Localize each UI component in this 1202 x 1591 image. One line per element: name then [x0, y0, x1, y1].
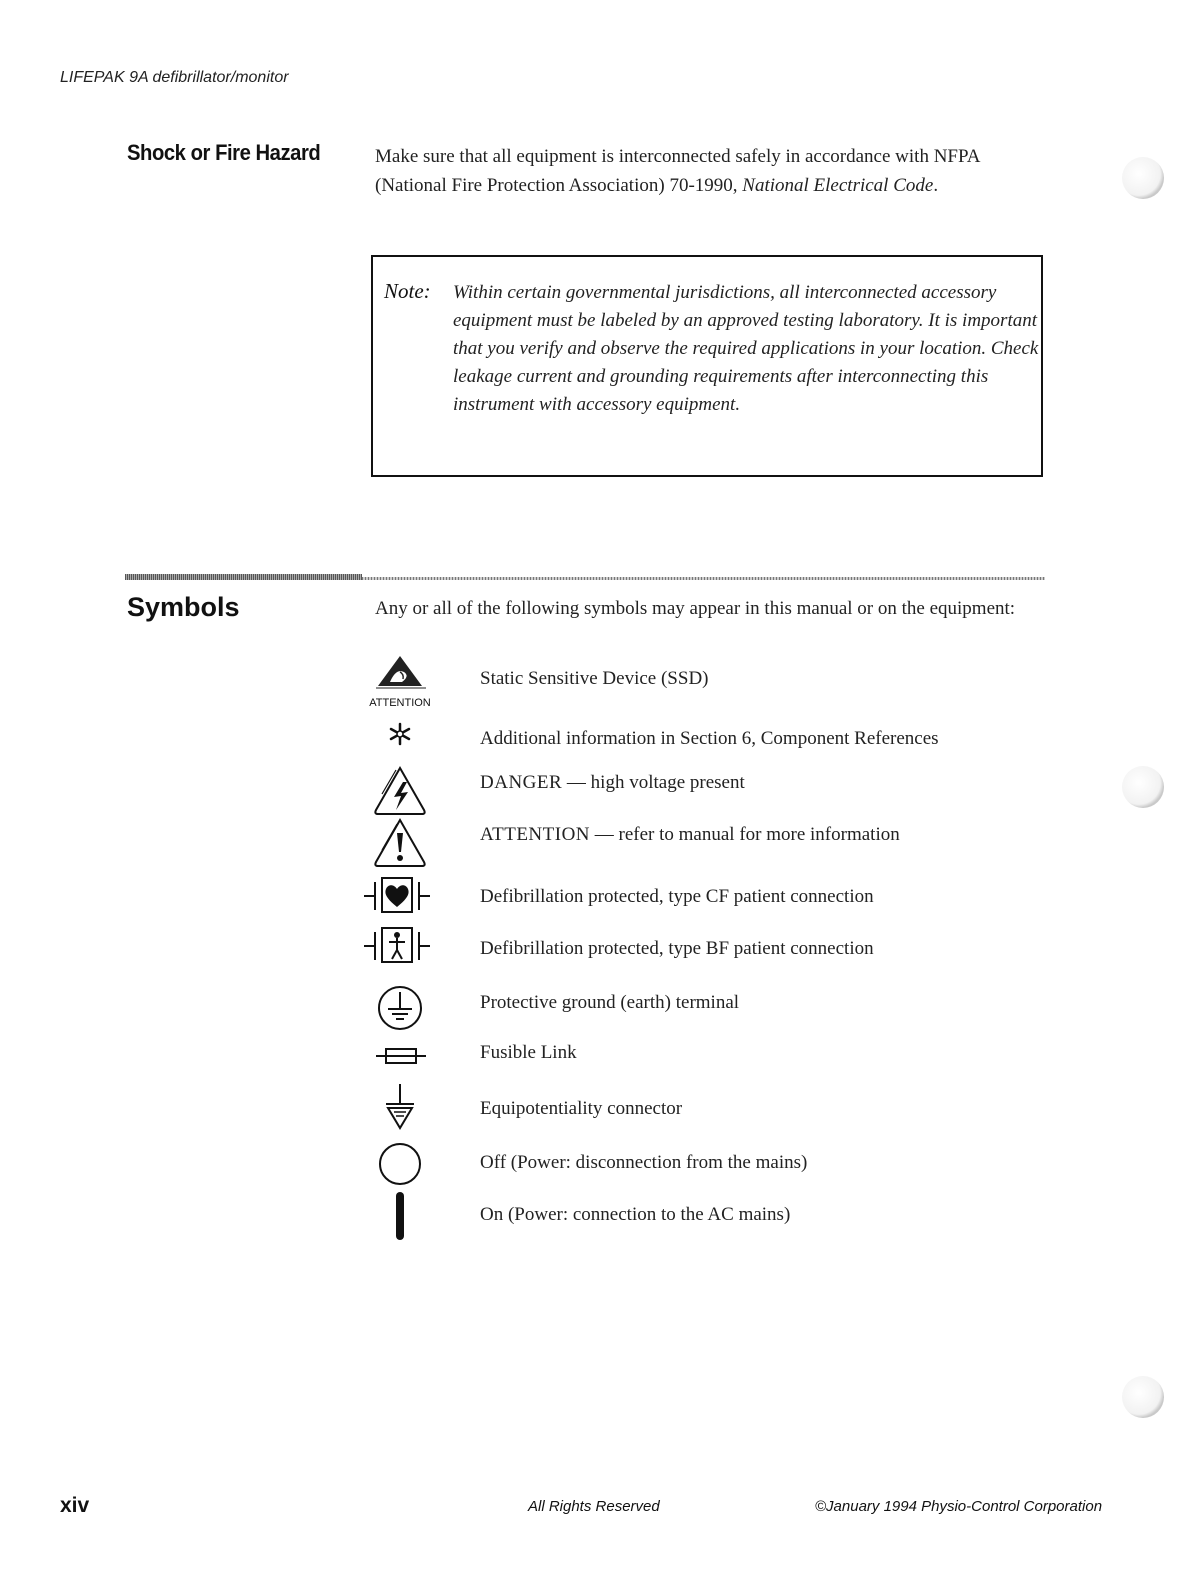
ssd-caption: ATTENTION — [369, 697, 431, 709]
attention-description: — refer to manual for more information — [590, 824, 900, 845]
symbol-row-attention — [360, 816, 1060, 866]
symbol-row-equipotential — [360, 1082, 1060, 1132]
fusible-link-icon — [360, 1036, 450, 1086]
symbol-text-asterisk: Additional information in Section 6, Component References — [480, 728, 939, 749]
punch-hole — [1120, 1374, 1166, 1420]
section-rule-dark — [125, 574, 362, 580]
static-sensitive-device-icon — [360, 652, 450, 714]
symbol-text-ground: Protective ground (earth) terminal — [480, 992, 740, 1013]
shock-hazard-text-end: . — [933, 175, 939, 196]
power-on-icon — [360, 1192, 450, 1248]
symbol-row-danger — [360, 764, 1060, 814]
symbol-text-defib-cf: Defibrillation protected, type CF patient connection — [480, 886, 874, 907]
equipotentiality-icon — [360, 1082, 450, 1138]
danger-label: DANGER — [480, 772, 563, 793]
page-number: xiv — [60, 1494, 90, 1517]
symbol-text-power-off: Off (Power: disconnection from the mains) — [480, 1152, 808, 1173]
symbol-text-fuse: Fusible Link — [480, 1042, 577, 1063]
running-header: LIFEPAK 9A defibrillator/monitor — [60, 69, 289, 86]
symbol-row-power-on — [360, 1192, 1060, 1242]
copyright-notice: ©January 1994 Physio-Control Corporation — [815, 1498, 1103, 1515]
symbol-row-ssd — [360, 660, 1060, 710]
section-rule-light — [362, 577, 1045, 580]
section-heading-symbols: Symbols — [127, 592, 240, 622]
shock-hazard-text: Make sure that all equipment is interconnected safely in accordance with NFPA (National Fire Protection Association) 70-1990, — [375, 146, 980, 196]
symbol-row-fuse — [360, 1036, 1060, 1086]
note-label: Note: — [384, 279, 431, 303]
asterisk-icon — [360, 720, 450, 770]
protective-ground-icon — [360, 976, 450, 1036]
symbol-row-defib-bf — [360, 924, 1060, 974]
symbol-row-defib-cf — [360, 870, 1060, 920]
symbol-text-ssd: Static Sensitive Device (SSD) — [480, 668, 709, 689]
symbol-row-ground — [360, 976, 1060, 1026]
defib-bf-icon — [360, 924, 450, 974]
rights-notice: All Rights Reserved — [528, 1498, 660, 1515]
power-off-icon — [360, 1138, 450, 1194]
symbol-text-equipotential: Equipotentiality connector — [480, 1098, 683, 1119]
punch-hole — [1120, 764, 1166, 810]
symbol-text-danger — [480, 772, 745, 794]
symbol-row-asterisk — [360, 720, 1060, 770]
shock-hazard-paragraph — [375, 142, 1035, 200]
code-title: National Electrical Code — [742, 175, 934, 196]
section-heading-shock-hazard: Shock or Fire Hazard — [127, 140, 321, 165]
danger-description: — high voltage present — [562, 772, 745, 793]
attention-label: ATTENTION — [480, 824, 591, 845]
note-box — [371, 255, 1043, 477]
symbol-text-defib-bf: Defibrillation protected, type BF patient connection — [480, 938, 874, 959]
symbol-row-power-off — [360, 1138, 1060, 1188]
attention-icon — [360, 816, 450, 872]
symbols-intro: Any or all of the following symbols may appear in this manual or on the equipment: — [375, 598, 1016, 619]
symbol-text-power-on: On (Power: connection to the AC mains) — [480, 1204, 791, 1225]
note-text: Within certain governmental jurisdictions, all interconnected accessory equipment must be labeled by an approved testing laboratory. It is important that you verify and observe the required applications in your location. Check leakage current and grounding requirements after interconnecting this instrument with accessory equipment. — [453, 282, 1039, 415]
defib-cf-icon — [360, 870, 450, 920]
symbol-text-attention — [480, 824, 900, 846]
punch-hole — [1120, 155, 1166, 201]
high-voltage-icon — [360, 764, 450, 820]
